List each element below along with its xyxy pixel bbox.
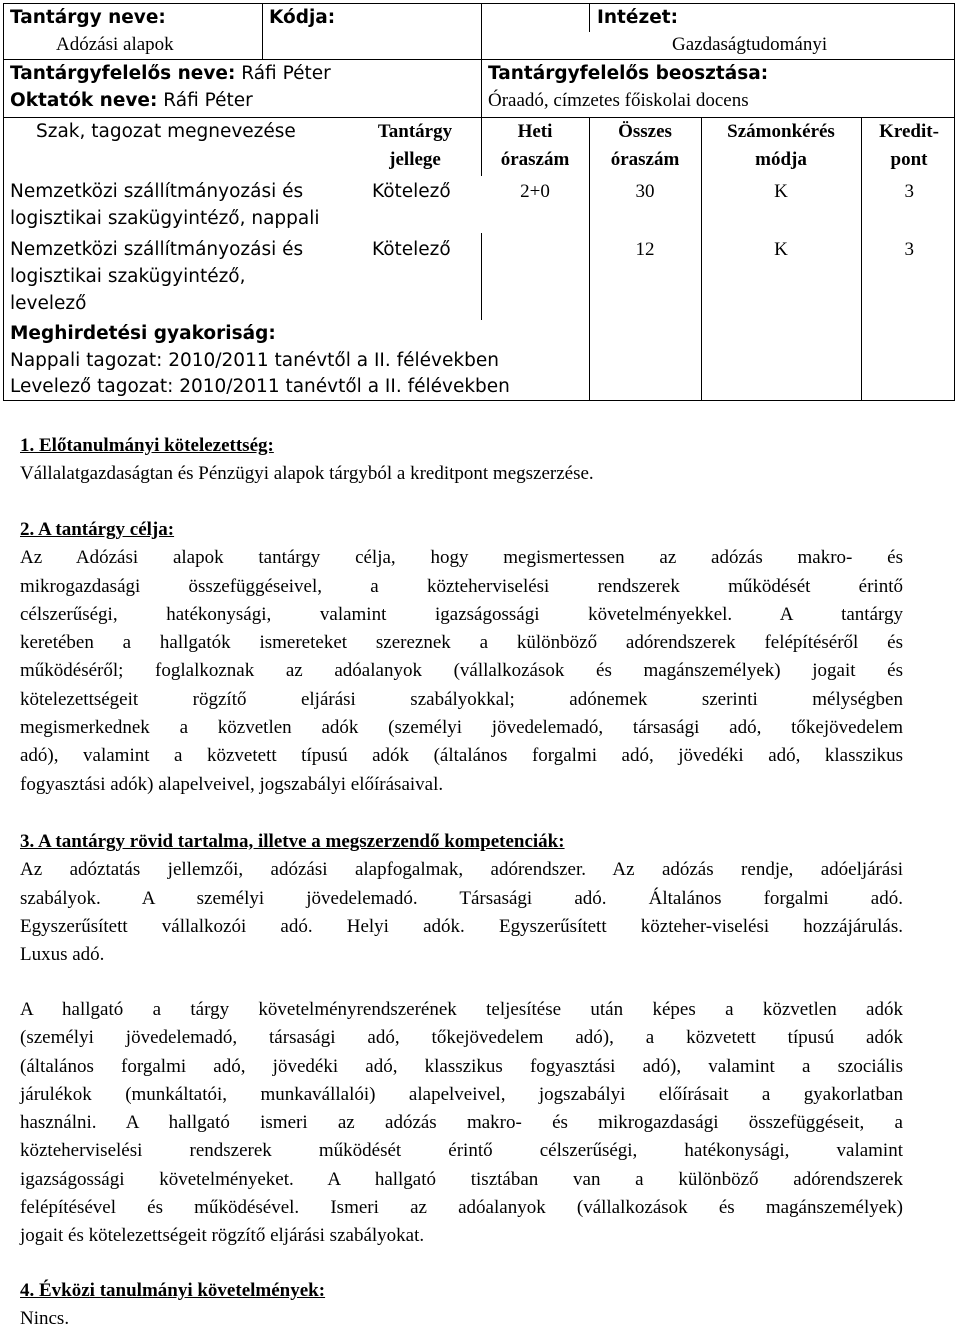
row2-character: Kötelező (372, 239, 451, 260)
section-heading: 1. Előtanulmányi kötelezettség: (20, 435, 274, 456)
row2-program-line1: Nemzetközi szállítmányozási és (10, 239, 304, 260)
paragraph-line: (általános forgalmi adó, jövedéki adó, klasszikus fogyasztási adó), valamint a szociális (20, 1055, 903, 1077)
paragraph-line: Az Adózási alapok tantárgy célja, hogy megismertessen az adózás makro- és (20, 547, 903, 569)
section-competencies (20, 996, 903, 1251)
subject-name-label: Tantárgy neve: (10, 7, 166, 28)
col-credit-1: Kredit- (879, 121, 939, 142)
divider (262, 4, 263, 59)
paragraph-line: felépítésével és működésével. Ismeri az adóalanyok (vállalkozások és magánszemélyek) (20, 1197, 903, 1219)
paragraph-line: (személyi jövedelemadó, társasági adó, tőkejövedelem adó), a közvetett típusú adók (20, 1027, 903, 1049)
divider (481, 233, 482, 320)
row2-exam: K (774, 239, 788, 260)
section-requirements (20, 1277, 903, 1334)
paragraph-line: közteherviselési rendszerek működését érintő célszerűségi, hatékonysági, valamint (20, 1140, 903, 1162)
teachers-label: Oktatók neve: (10, 90, 158, 111)
frequency-day: Nappali tagozat: 2010/2011 tanévtől a II. félévekben (10, 350, 499, 371)
position-label: Tantárgyfelelős beosztása: (488, 63, 769, 84)
teachers-name: Ráfi Péter (163, 90, 253, 111)
section-heading: 4. Évközi tanulmányi követelmények: (20, 1280, 326, 1301)
row1-exam: K (774, 181, 788, 202)
position-value: Óraadó, címzetes főiskolai docens (488, 90, 749, 111)
paragraph-line: megismerkednek a közvetlen adók (személyi jövedelemadó, társasági adó, tőkejövedelem (20, 717, 903, 739)
row1-program-line2: logisztikai szakügyintéző, nappali (10, 208, 320, 229)
paragraph-line: fogyasztási adók) alapelveivel, jogszabályi előírásaival. (20, 773, 444, 795)
paragraph-line: kötelezettségeit rögzítő eljárási szabályokkal; adónemek szerinti mélységben (20, 688, 903, 710)
row1-credit: 3 (904, 181, 914, 202)
col-character-2: jellege (389, 149, 441, 170)
paragraph-line: A hallgató a tárgy követelményrendszerének teljesítése után képes a közvetlen adók (20, 999, 903, 1020)
col-exam-2: módja (755, 149, 807, 170)
section-text: Nincs. (20, 1308, 70, 1330)
paragraph-line: igazságossági követelményeket. A hallgató tisztában van a különböző adórendszerek (20, 1168, 903, 1190)
responsible-line (10, 62, 331, 86)
teachers-line (10, 89, 253, 113)
institute-label: Intézet: (597, 7, 679, 28)
col-exam-1: Számonkérés (727, 121, 835, 142)
paragraph-line: adó), valamint a közvetett típusú adók (általános forgalmi adó, jövedéki adó, klasszikus (20, 745, 903, 767)
paragraph-line: működéséről; foglalkoznak az adóalanyok (vállalkozások és magánszemélyek) jogait és (20, 660, 903, 682)
paragraph-line: szabályok. A személyi jövedelemadó. Társasági adó. Általános forgalmi adó. (20, 887, 903, 909)
divider (4, 117, 954, 118)
row1-weekly: 2+0 (520, 181, 550, 202)
responsible-name: Ráfi Péter (241, 63, 331, 84)
paragraph-line: Luxus adó. (20, 944, 105, 966)
row2-program-line2: logisztikai szakügyintéző, (10, 266, 246, 287)
section-heading: 2. A tantárgy célja: (20, 519, 175, 540)
col-weekly-2: óraszám (500, 149, 570, 170)
row2-total: 12 (635, 239, 655, 260)
section-objective (20, 516, 903, 799)
row1-character: Kötelező (372, 181, 451, 202)
row1-program-line1: Nemzetközi szállítmányozási és (10, 181, 304, 202)
paragraph-line: használni. A hallgató ismeri az adózás makro- és mikrogazdasági összefüggéseit, a (20, 1112, 903, 1134)
col-character-1: Tantárgy (377, 121, 453, 142)
paragraph-line: Egyszerűsített vállalkozói adó. Helyi adók. Egyszerűsített közteher-viselési hozzájárulás. (20, 915, 903, 937)
paragraph-line: járulékok (munkáltatói, munkavállalói) alapelveivel, jogszabályi előírásait a gyakorlatban (20, 1083, 903, 1105)
col-weekly-1: Heti (517, 121, 553, 142)
section-heading: 3. A tantárgy rövid tartalma, illetve a megszerzendő kompetenciák: (20, 831, 565, 852)
section-text: Vállalatgazdaságtan és Pénzügyi alapok tárgyból a kreditpont megszerzése. (20, 463, 594, 485)
institute-name: Gazdaságtudományi (672, 34, 828, 55)
paragraph-line: mikrogazdasági összefüggéseivel, a közteherviselési rendszerek működését érintő (20, 575, 903, 597)
paragraph-line: keretében a hallgatók ismereteket szereznek a különböző adórendszerek felépítéséről és (20, 632, 903, 654)
divider (4, 59, 954, 60)
row1-total: 30 (635, 181, 655, 202)
col-total-2: óraszám (610, 149, 680, 170)
paragraph-line: jogait és kötelezettségeit rögzítő eljárási szabályokat. (20, 1225, 425, 1247)
row2-program-line3: levelező (10, 293, 87, 314)
subject-name: Adózási alapok (56, 34, 174, 55)
row2-credit: 3 (904, 239, 914, 260)
responsible-label: Tantárgyfelelős neve: (10, 63, 236, 84)
col-credit-2: pont (890, 149, 928, 170)
paragraph-line: Az adóztatás jellemzői, adózási alapfogalmak, adórendszer. Az adózás rendje, adóeljárási (20, 859, 903, 881)
divider (589, 4, 590, 32)
section-prerequisites (20, 432, 903, 489)
frequency-label: Meghirdetési gyakoriság: (10, 323, 276, 344)
col-total-1: Összes (618, 121, 672, 142)
section-content (20, 828, 903, 969)
code-label: Kódja: (269, 7, 336, 28)
paragraph-line: célszerűségi, hatékonysági, valamint igazságossági követelményekkel. A tantárgy (20, 603, 903, 625)
col-program: Szak, tagozat megnevezése (36, 121, 296, 142)
frequency-correspondence: Levelező tagozat: 2010/2011 tanévtől a II. félévekben (10, 376, 510, 397)
